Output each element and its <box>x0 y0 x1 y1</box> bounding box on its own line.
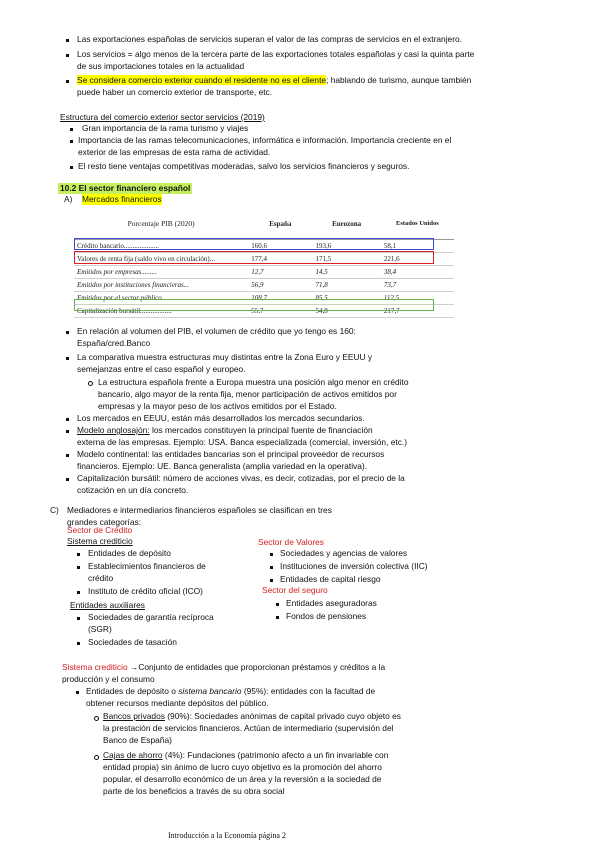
after-sub-line1: La estructura española frente a Europa muestra una posición algo menor en crédito <box>98 377 409 387</box>
table-row <box>74 278 454 291</box>
after-sub-line2: bancario, algo mayor de la renta fija, menor participación de activos emitidos por <box>98 389 397 399</box>
table-cell: Emitidos por empresas......... <box>74 265 248 278</box>
table-cell: Crédito bancario.................... <box>74 239 248 252</box>
valores-item-3: Entidades de capital riesgo <box>280 574 381 584</box>
table-cell: 71,8 <box>312 278 380 291</box>
table-header: Porcentaje PIB (2020) <box>74 209 248 239</box>
estructura-item-1: Gran importancia de la rama turismo y viajes <box>82 123 249 133</box>
table-cell: Emitidos por instituciones financieras... <box>74 278 248 291</box>
cajas-line4: parte de los beneficios a través de su obra social <box>103 786 285 796</box>
aux-item-1-cont: (SGR) <box>88 624 112 634</box>
bullet-circle-icon <box>94 755 99 760</box>
bullet-square-icon <box>276 616 279 619</box>
red-annotation-box <box>74 251 434 264</box>
table-cell: 58,1 <box>381 239 454 252</box>
entidades-auxiliares-heading: Entidades auxiliares <box>70 600 145 610</box>
table-header-row <box>74 209 454 239</box>
valores-item-1: Sociedades y agencias de valores <box>280 548 408 558</box>
table-cell: 56,9 <box>248 278 312 291</box>
estructura-item-3: El resto tiene ventajas competitivas moderadas, salvo los servicios financieros y seguros. <box>78 161 410 171</box>
deposito-line2: obtener recursos mediante depósitos del público. <box>86 698 269 708</box>
after-b4-line1: Modelo anglosajón: los mercados constituyen la principal fuente de financiación <box>77 425 373 435</box>
after-b6-line1: Capitalización bursátil: número de acciones vivas, es decir, cotizadas, por el precio de la <box>77 473 405 483</box>
credito-item-2-cont: crédito <box>88 573 114 583</box>
after-b5-line1: Modelo continental: las entidades bancarias son el principal proveedor de recursos <box>77 449 385 459</box>
estructura-item-2-line1: Importancia de las ramas telecomunicaciones, informática e información. Importancia creciente en el <box>78 135 452 145</box>
credito-item-3: Instituto de crédito oficial (ICO) <box>88 586 203 596</box>
table-header: Estados Unidos <box>381 209 454 239</box>
after-sub-line3: empresas y la mayor peso de los activos emitidos por el Estado. <box>98 401 337 411</box>
sector-valores-title: Sector de Valores <box>258 537 324 547</box>
credito-item-2: Establecimientos financieros de <box>88 561 206 571</box>
after-b1-line1: En relación al volumen del PIB, el volumen de crédito que yo tengo es 160: <box>77 326 356 336</box>
bullet-square-icon <box>270 566 273 569</box>
table-cell: 73,7 <box>381 278 454 291</box>
bullet-square-icon <box>70 128 73 131</box>
after-b3: Los mercados en EEUU, están más desarrollados los mercados secundarios. <box>77 413 365 423</box>
part-c-line2: grandes categorías: <box>67 517 142 527</box>
part-c-letter: C) <box>50 505 59 515</box>
intro-bullet-1: Las exportaciones españolas de servicios superan el valor de las compras de servicios en el extranjero. <box>77 34 462 44</box>
sistema-line1: Sistema crediticio →Conjunto de entidades que proporcionan préstamos y créditos a la <box>62 662 386 672</box>
table-cell: Valores de renta fija (saldo vivo en circulación)... <box>74 252 248 265</box>
blue-annotation-box <box>74 238 434 250</box>
subsection-title: Mercados financieros <box>82 194 162 204</box>
pib-table-container <box>74 209 454 313</box>
bancos-line1: Bancos privados (90%): Sociedades anónimas de capital privado cuyo objeto es <box>103 711 401 721</box>
sistema-line2: producción y el consumo <box>62 674 155 684</box>
after-b4-line2: externa de las empresas. Ejemplo: USA. Banca especializada (comercial, inversión, etc.) <box>77 437 408 447</box>
bullet-square-icon <box>77 642 80 645</box>
after-b5-line2: financieros. Ejemplo: UE. Banca generalista (amplia variedad en la operativa). <box>77 461 368 471</box>
after-b6-line2: cotización en un día concreto. <box>77 485 189 495</box>
bullet-square-icon <box>66 454 69 457</box>
table-cell: 171,5 <box>312 252 380 265</box>
bullet-square-icon <box>66 430 69 433</box>
table-cell: Capitalización bursátil.................. <box>74 304 248 317</box>
table-cell: 38,4 <box>381 265 454 278</box>
sector-seguro-title: Sector del seguro <box>262 585 328 595</box>
table-cell: 108,7 <box>248 291 312 304</box>
bullet-square-icon <box>276 603 279 606</box>
anglosajon-label: Modelo anglosajón: <box>77 425 150 435</box>
bancos-label: Bancos privados <box>103 711 165 721</box>
sistema-red-label: Sistema crediticio <box>62 662 128 672</box>
bullet-square-icon <box>77 617 80 620</box>
bullet-square-icon <box>77 566 80 569</box>
bullet-square-icon <box>66 39 69 42</box>
bullet-circle-icon <box>94 716 99 721</box>
bullet-square-icon <box>77 591 80 594</box>
after-b2-line1: La comparativa muestra estructuras muy distintas entre la Zona Euro y EEUU y <box>77 352 373 362</box>
estructura-title: Estructura del comercio exterior sector servicios (2019) <box>60 112 265 122</box>
cajas-line3: popular, el desarrollo económico de un área y la reversión a la sociedad de <box>103 774 382 784</box>
table-header: Eurozona <box>312 209 380 239</box>
table-row <box>74 265 454 278</box>
cajas-label: Cajas de ahorro <box>103 750 163 760</box>
cajas-line1: Cajas de ahorro (4%): Fundaciones (patrimonio afecto a un fin invariable con <box>103 750 389 760</box>
table-cell: 85,5 <box>312 291 380 304</box>
bullet-square-icon <box>70 140 73 143</box>
sistema-crediticio-heading: Sistema crediticio <box>67 536 133 546</box>
bullet-square-icon <box>77 553 80 556</box>
bullet-square-icon <box>76 691 79 694</box>
bullet-square-icon <box>66 80 69 83</box>
valores-item-2: Instituciones de inversión colectiva (IIC) <box>280 561 428 571</box>
table-cell: 221,6 <box>381 252 454 265</box>
intro-bullet-3-line2: puede haber un comercio exterior de transporte, etc. <box>77 87 273 97</box>
table-cell: 12,7 <box>248 265 312 278</box>
bullet-square-icon <box>66 54 69 57</box>
table-cell: 193,6 <box>312 239 380 252</box>
bullet-square-icon <box>66 357 69 360</box>
section-title: 10.2 El sector financiero español <box>60 183 191 193</box>
bullet-square-icon <box>70 166 73 169</box>
bullet-square-icon <box>270 553 273 556</box>
seguro-item-1: Entidades aseguradoras <box>286 598 377 608</box>
after-b1-line2: España/cred.Banco <box>77 338 151 348</box>
cajas-line2: entidad propia) sin ánimo de lucro cuyo objetivo es la promoción del ahorro <box>103 762 382 772</box>
bullet-square-icon <box>66 418 69 421</box>
table-header: España <box>248 209 312 239</box>
table-cell: 177,4 <box>248 252 312 265</box>
aux-item-1: Sociedades de garantía recíproca <box>88 612 214 622</box>
after-b2-line2: semejanzas entre el caso español y europeo. <box>77 364 246 374</box>
table-cell: 217,7 <box>381 304 454 317</box>
estructura-item-2-line2: exterior de las empresas de esta rama de actividad. <box>78 147 271 157</box>
credito-item-1: Entidades de depósito <box>88 548 171 558</box>
table-cell: 55,7 <box>248 304 312 317</box>
table-cell: 112,5 <box>381 291 454 304</box>
intro-bullet-3-line1: Se considera comercio exterior cuando el residente no es el cliente; hablando de turismo, aunque también <box>77 75 472 85</box>
bullet-square-icon <box>270 579 273 582</box>
page-footer: Introducción a la Economía página 2 <box>168 831 286 840</box>
table-cell: 54,8 <box>312 304 380 317</box>
table-cell: 160,6 <box>248 239 312 252</box>
seguro-item-2: Fondos de pensiones <box>286 611 367 621</box>
table-cell: Emitidos por el sector público..... <box>74 291 248 304</box>
intro-bullet-2-line1: Los servicios = algo menos de la tercera parte de las exportaciones totales españolas y casi la quinta parte <box>77 49 475 59</box>
bullet-circle-icon <box>88 381 93 386</box>
aux-item-2: Sociedades de tasación <box>88 637 177 647</box>
green-annotation-box <box>74 299 434 311</box>
table-cell: 14,5 <box>312 265 380 278</box>
bullet-square-icon <box>66 331 69 334</box>
bancos-line3: Banco de España) <box>103 735 172 745</box>
bullet-square-icon <box>66 478 69 481</box>
intro-bullet-2-line2: de sus importaciones totales en la actualidad <box>77 61 245 71</box>
highlighted-text: Se considera comercio exterior cuando el residente no es el cliente <box>77 75 327 85</box>
arrow-icon: → <box>129 662 139 672</box>
sector-credito-title: Sector de Crédito <box>67 525 133 535</box>
deposito-line1: Entidades de depósito o sistema bancario (95%): entidades con la facultad de <box>86 686 376 696</box>
subsection-letter: A) <box>64 194 73 204</box>
part-c-line1: Mediadores e intermediarios financieros españoles se clasifican en tres <box>67 505 332 515</box>
bancos-line2: la prestación de servicios financieros. Actúan de intermediario (supervisión del <box>103 723 394 733</box>
